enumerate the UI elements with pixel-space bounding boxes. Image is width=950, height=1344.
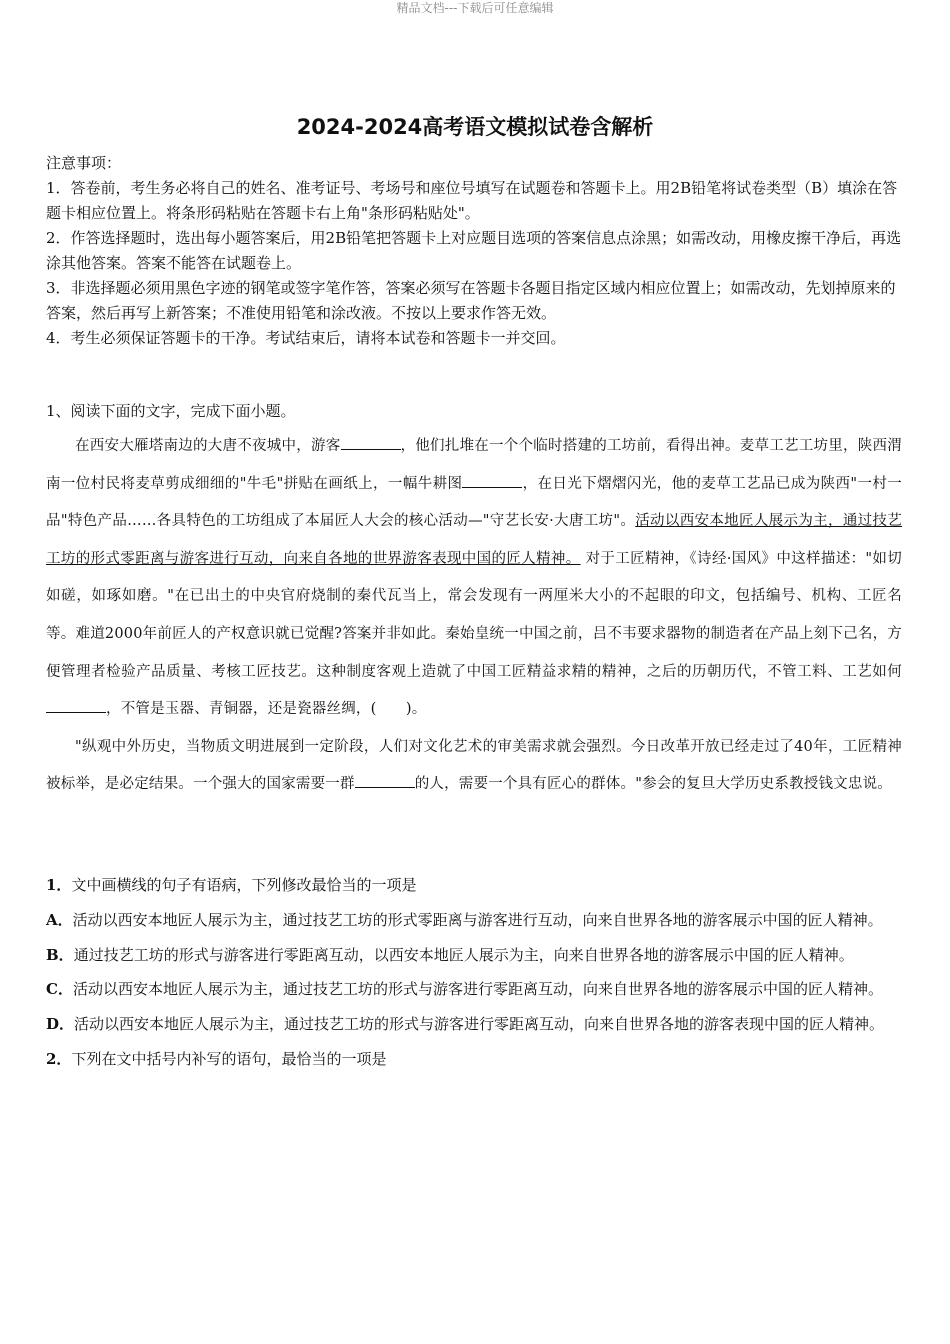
answer-option xyxy=(46,938,902,973)
question-text: 文中画横线的句子有语病，下列修改最恰当的一项是 xyxy=(71,876,417,894)
option-label: D． xyxy=(46,1015,75,1034)
fill-blank xyxy=(462,473,522,488)
answer-option xyxy=(46,903,902,938)
page-title: 2024-2024高考语文模拟试卷含解析 xyxy=(296,115,654,139)
passage-text: "纵观中外历史，当物质文明进展到一定阶段，人们对文化艺术的审美需求就会强烈。今日改革开放已经走过了40年，工匠精神被标举，是必定结果。一个强大的国家需要一群 xyxy=(46,738,902,793)
option-label: C． xyxy=(46,980,73,999)
question-stem xyxy=(46,1042,902,1077)
notice-item: 4．考生必须保证答题卡的干净。考试结束后，请将本试卷和答题卡一并交回。 xyxy=(46,329,566,347)
underlined-sentence: 活动以西安本地匠人展示为主，通过技艺工坊的形式零距离与游客进行互动，向来自各地的世界游客表现中国的匠人精神。 xyxy=(46,513,903,567)
passage-paragraph xyxy=(46,729,902,804)
question-text: 下列在文中括号内补写的语句，最恰当的一项是 xyxy=(71,1049,387,1068)
fill-blank xyxy=(355,773,415,788)
answer-option xyxy=(46,972,902,1007)
question-intro: 1、阅读下面的文字，完成下面小题。 xyxy=(46,402,296,420)
option-text: 活动以西安本地匠人展示为主，通过技艺工坊的形式与游客进行零距离互动，向来自世界各地的游客表现中国的匠人精神。 xyxy=(74,1015,885,1034)
notice-item: 1．答卷前，考生务必将自己的姓名、准考证号、考场号和座位号填写在试题卷和答题卡上。用2B铅笔将试卷类型（B）填涂在答题卡相应位置上。将条形码粘贴在答题卡右上角"条形码粘贴处"。 xyxy=(46,179,898,222)
question-number: 1． xyxy=(46,876,72,894)
header-watermark: 精品文档---下载后可任意编辑 xyxy=(396,1,554,15)
notice-section xyxy=(46,151,906,351)
notice-item: 3．非选择题必须用黑色字迹的钢笔或签字笔作答，答案必须写在答题卡各题目指定区域内相应位置上；如需改动，先划掉原来的答案，然后再写上新答案；不准使用铅笔和涂改液。不按以上要求作答无效。 xyxy=(46,279,896,322)
passage-text: ，在日光下熠熠闪光，他的麦草工艺品已成为陕西"一村一品"特色产品……各具特色的工坊组成了本届匠人大会的核心活动—"守艺长安·大唐工坊"。 xyxy=(46,475,902,530)
fill-blank xyxy=(341,435,401,450)
option-label: B． xyxy=(46,945,74,964)
fill-blank xyxy=(46,698,106,713)
passage-text: ，他们扎堆在一个个临时搭建的工坊前，看得出神。麦草工艺工坊里，陕西渭南一位村民将麦草剪成细细的"牛毛"拼贴在画纸上，一幅牛耕图 xyxy=(46,438,902,492)
sub-questions xyxy=(46,868,902,1077)
passage-paragraph xyxy=(46,428,902,729)
passage-text: 的人，需要一个具有匠心的群体。"参会的复旦大学历史系教授钱文忠说。 xyxy=(414,776,892,793)
passage-text: 在西安大雁塔南边的大唐不夜城中，游客 xyxy=(75,438,341,454)
passage-text: ，不管是玉器、青铜器，还是瓷器丝绸，( )。 xyxy=(106,701,427,718)
notice-item: 2．作答选择题时，选出每小题答案后，用2B铅笔把答题卡上对应题目选项的答案信息点涂黑；如需改动，用橡皮擦干净后，再选涂其他答案。答案不能答在试题卷上。 xyxy=(46,229,902,272)
passage-text: 对于工匠精神，《诗经·国风》中这样描述："如切如磋，如琢如磨。"在已出土的中央官府烧制的秦代瓦当上，常会发现有一两厘米大小的不起眼的印文，包括编号、机构、工匠名等。难道2000年前匠人的产权意识就已觉醒?答案并非如此。秦始皇统一中国之前，吕不韦要求器物的制造者在产品上刻下己名，方便管理者检验产品质量、考核工匠技艺。这种制度客观上造就了中国工匠精益求精的精神，之后的历朝历代，不管工料、工艺如何 xyxy=(46,550,902,680)
answer-option xyxy=(46,1007,902,1042)
question-stem xyxy=(46,868,902,903)
option-label: A． xyxy=(46,910,73,929)
option-text: 通过技艺工坊的形式与游客进行零距离互动，以西安本地匠人展示为主，向来自世界各地的游客展示中国的匠人精神。 xyxy=(73,945,854,964)
notice-heading: 注意事项： xyxy=(46,154,122,172)
question-number: 2． xyxy=(46,1049,72,1068)
reading-passage xyxy=(46,428,902,804)
option-text: 活动以西安本地匠人展示为主，通过技艺工坊的形式与游客进行零距离互动，向来自世界各地的游客展示中国的匠人精神。 xyxy=(72,980,883,999)
option-text: 活动以西安本地匠人展示为主，通过技艺工坊的形式零距离与游客进行互动，向来自世界各地的游客展示中国的匠人精神。 xyxy=(72,910,883,929)
